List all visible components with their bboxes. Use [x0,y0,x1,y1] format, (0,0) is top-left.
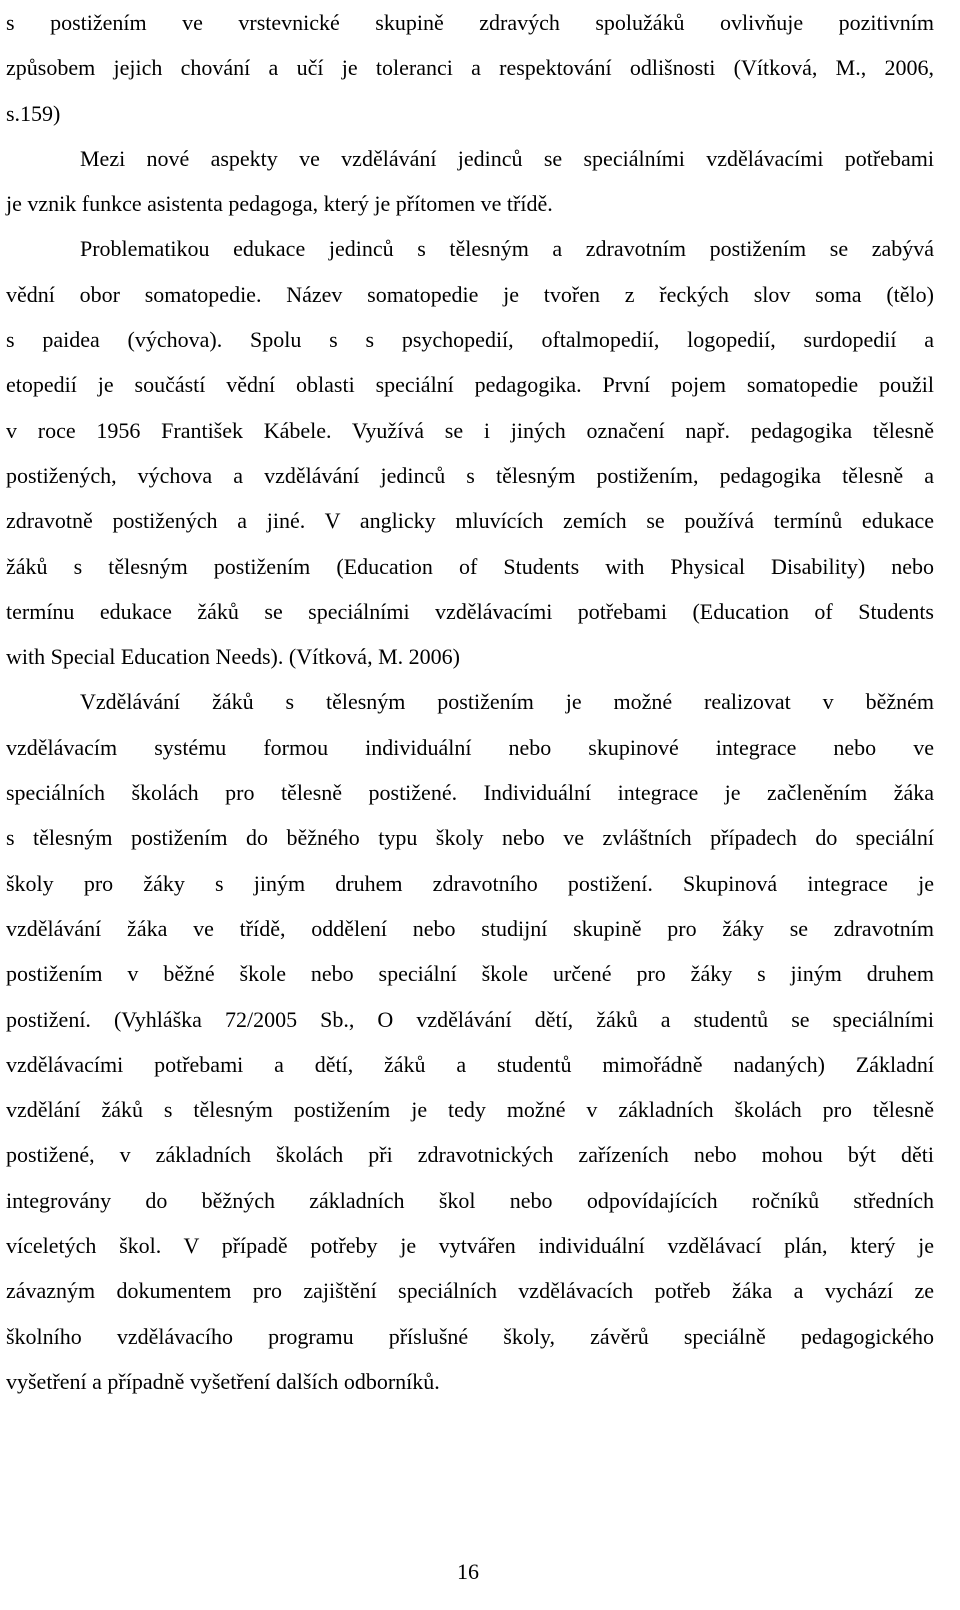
text-line: vzdělávacími potřebami a dětí, žáků a studentů mimořádně nadaných) Základní [6,1051,934,1077]
text-line: způsobem jejich chování a učí je toleranci a respektování odlišnosti (Vítková, M., 2006, [6,55,934,81]
text-line: v roce 1956 František Kábele. Využívá se i jiných označení např. pedagogika tělesně [6,417,934,443]
text-line: integrovány do běžných základních škol nebo odpovídajících ročníků středních [6,1187,934,1213]
text-line: vyšetření a případně vyšetření dalších odborníků. [6,1368,440,1394]
text-line: je vznik funkce asistenta pedagoga, který je přítomen ve třídě. [6,191,553,217]
text-line: termínu edukace žáků se speciálními vzdělávacími potřebami (Education of Students [6,598,934,624]
text-line: postižením v běžné škole nebo speciální škole určené pro žáky s jiným druhem [6,961,934,987]
text-line: školního vzdělávacího programu příslušné školy, závěrů speciálně pedagogického [6,1323,934,1349]
paragraph-first-line: Mezi nové aspekty ve vzdělávání jedinců se speciálními vzdělávacími potřebami [80,145,934,171]
text-line: s paidea (výchova). Spolu s s psychopedií, oftalmopedií, logopedií, surdopedií a [6,327,934,353]
document-page [6,0,934,1404]
text-line: with Special Education Needs). (Vítková, M. 2006) [6,644,460,670]
text-line: vzdělávacím systému formou individuální nebo skupinové integrace nebo ve [6,734,934,760]
paragraph-first-line: Problematikou edukace jedinců s tělesným a zdravotním postižením se zabývá [80,236,934,262]
text-line: postižené, v základních školách při zdravotnických zařízeních nebo mohou být děti [6,1142,934,1168]
text-line: vzdělání žáků s tělesným postižením je tedy možné v základních školách pro tělesně [6,1097,934,1123]
paragraph-first-line: Vzdělávání žáků s tělesným postižením je možné realizovat v běžném [80,689,934,715]
text-line: závazným dokumentem pro zajištění speciálních vzdělávacích potřeb žáka a vychází ze [6,1278,934,1304]
text-line: etopedií je součástí vědní oblasti speciální pedagogika. První pojem somatopedie použil [6,372,934,398]
page-number-text: 16 [457,1559,479,1584]
text-line: školy pro žáky s jiným druhem zdravotního postižení. Skupinová integrace je [6,870,934,896]
text-line: postižení. (Vyhláška 72/2005 Sb., O vzdělávání dětí, žáků a studentů se speciálními [6,1006,934,1032]
page-number [0,1557,936,1587]
text-line: speciálních školách pro tělesně postižené. Individuální integrace je začleněním žáka [6,780,934,806]
text-line: s.159) [6,100,61,126]
text-line: vědní obor somatopedie. Název somatopedie je tvořen z řeckých slov soma (tělo) [6,281,934,307]
text-line: vzdělávání žáka ve třídě, oddělení nebo studijní skupině pro žáky se zdravotním [6,915,934,941]
text-line: žáků s tělesným postižením (Education of Students with Physical Disability) nebo [6,553,934,579]
text-line: s postižením ve vrstevnické skupině zdravých spolužáků ovlivňuje pozitivním [6,10,934,35]
text-line: zdravotně postižených a jiné. V anglicky mluvících zemích se používá termínů edukace [6,508,934,534]
text-line: postižených, výchova a vzdělávání jedinců s tělesným postižením, pedagogika tělesně a [6,462,934,488]
text-line: víceletých škol. V případě potřeby je vytvářen individuální vzdělávací plán, který je [6,1233,934,1259]
text-line: s tělesným postižením do běžného typu školy nebo ve zvláštních případech do speciální [6,825,934,851]
